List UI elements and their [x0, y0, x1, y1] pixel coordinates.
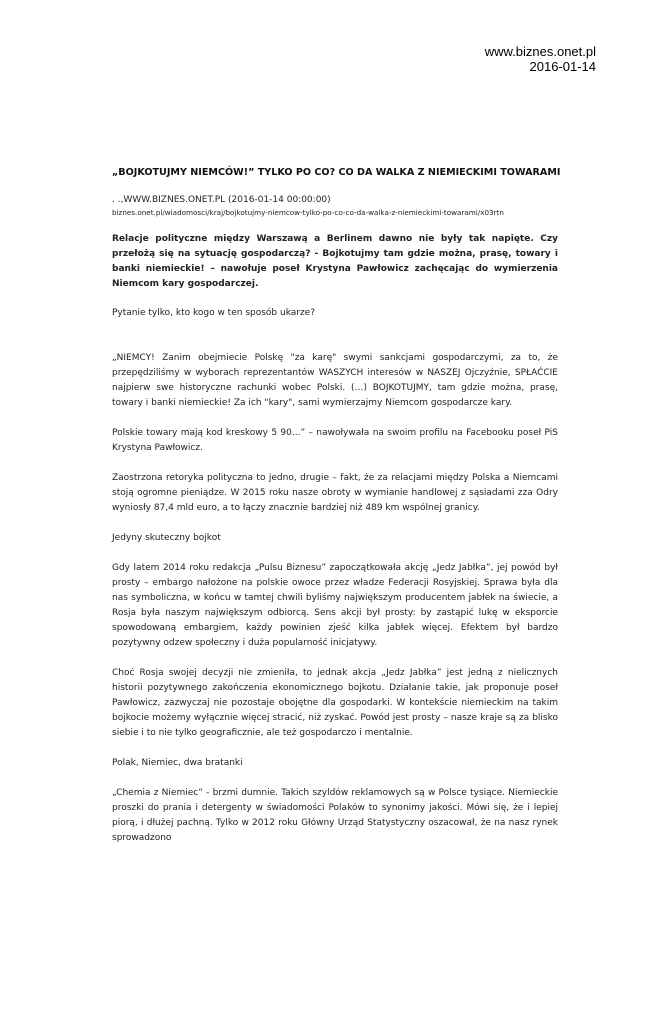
- header-date: 2016-01-14: [529, 59, 596, 74]
- site-name: www.biznes.onet.pl: [484, 44, 596, 59]
- article-source: . .,WWW.BIZNES.ONET.PL (2016-01-14 00:00:00): [112, 195, 331, 205]
- article: [112, 166, 561, 861]
- paragraph-quote: „NIEMCY! Zanim obejmiecie Polskę "za karę" swymi sankcjami gospodarczymi, za to, że przepędziliśmy w wyborach reprezentantów WASZYCH interesów w NASZEJ Ojczyźnie, SPŁAĆCIE najpierw swe historyczne rachunki wobec Polski. (…) BOJKOTUJMY, tam gdzie można, prasę, towary i banki niemieckie! Za ich "kary", sami wymierzajmy Niemcom gospodarcze kary.: [112, 353, 558, 408]
- subheading-boycott: Jedyny skuteczny bojkot: [112, 533, 221, 543]
- paragraph-barcode: Polskie towary mają kod kreskowy 5 90...” – nawoływała na swoim profilu na Facebooku poseł PiS Krystyna Pawłowicz.: [112, 428, 558, 453]
- paragraph-trade: Zaostrzona retoryka polityczna to jedno, drugie – fakt, że za relacjami między Polska a Niemcami stoją ogromne pieniądze. W 2015 roku nasze obroty w wymianie handlowej z sąsiadami zza Odry wyniosły 87,4 mld euro, a to łączy znacznie bardziej niż 489 km wspólnej granicy.: [112, 473, 558, 513]
- paragraph-question: Pytanie tylko, kto kogo w ten sposób ukarze?: [112, 308, 316, 318]
- paragraph-chemistry: „Chemia z Niemiec” - brzmi dumnie. Takich szyldów reklamowych są w Polsce tysiące. Niemieckie proszki do prania i detergenty w świadomości Polaków to synonimy jakości. Mówi się, że i lepiej piorą, i dłużej pachną. Tylko w 2012 roku Główny Urząd Statystyczny oszacował, że na nasz rynek sprowadzono: [112, 788, 558, 843]
- paragraph-apples: Gdy latem 2014 roku redakcja „Pulsu Biznesu” zapoczątkowała akcję „Jedz Jabłka”, jej powód był prosty – embargo nałożone na polskie owoce przez władze Federacji Rosyjskiej. Sprawa była dla nas symboliczna, w końcu w tamtej chwili byliśmy największym producentem jabłek na świecie, a Rosja była naszym największym odbiorcą. Sens akcji był prosty: by zastąpić lukę w eksporcie spowodowaną embargiem, każdy powinien zjeść kilka jabłek więcej. Efektem był bardzo pozytywny odzew społeczny i duża popularność inicjatywy.: [112, 563, 558, 648]
- paragraph-russia: Choć Rosja swojej decyzji nie zmieniła, to jednak akcja „Jedz Jabłka” jest jedną z nielicznych historii pozytywnego zakończenia ekonomicznego bojkotu. Działanie takie, jak proponuje poseł Pawłowicz, zazwyczaj nie pozostaje obojętne dla gospodarki. W kontekście niemieckim na takim bojkocie możemy wyłącznie więcej stracić, niż zyskać. Powód jest prosty – nasze kraje są za blisko siebie i to nie tylko geograficznie, ale też gospodarczo i mentalnie.: [112, 668, 558, 738]
- subheading-brothers: Polak, Niemiec, dwa bratanki: [112, 758, 243, 768]
- article-title: „BOJKOTUJMY NIEMCÓW!” TYLKO PO CO? CO DA WALKA Z NIEMIECKIMI TOWARAMI: [112, 167, 561, 178]
- page-header: [485, 44, 596, 74]
- article-url: biznes.onet.pl/wiadomosci/kraj/bojkotujmy-niemcow-tylko-po-co-co-da-walka-z-niemieckimi-towarami/x03rtn: [112, 208, 504, 217]
- article-lead: Relacje polityczne między Warszawą a Berlinem dawno nie były tak napięte. Czy przełożą się na sytuację gospodarczą? - Bojkotujmy tam gdzie można, prasę, towary i banki niemieckie! – nawołuje poseł Krystyna Pawłowicz zachęcając do wymierzenia Niemcom kary gospodarczej.: [112, 234, 558, 289]
